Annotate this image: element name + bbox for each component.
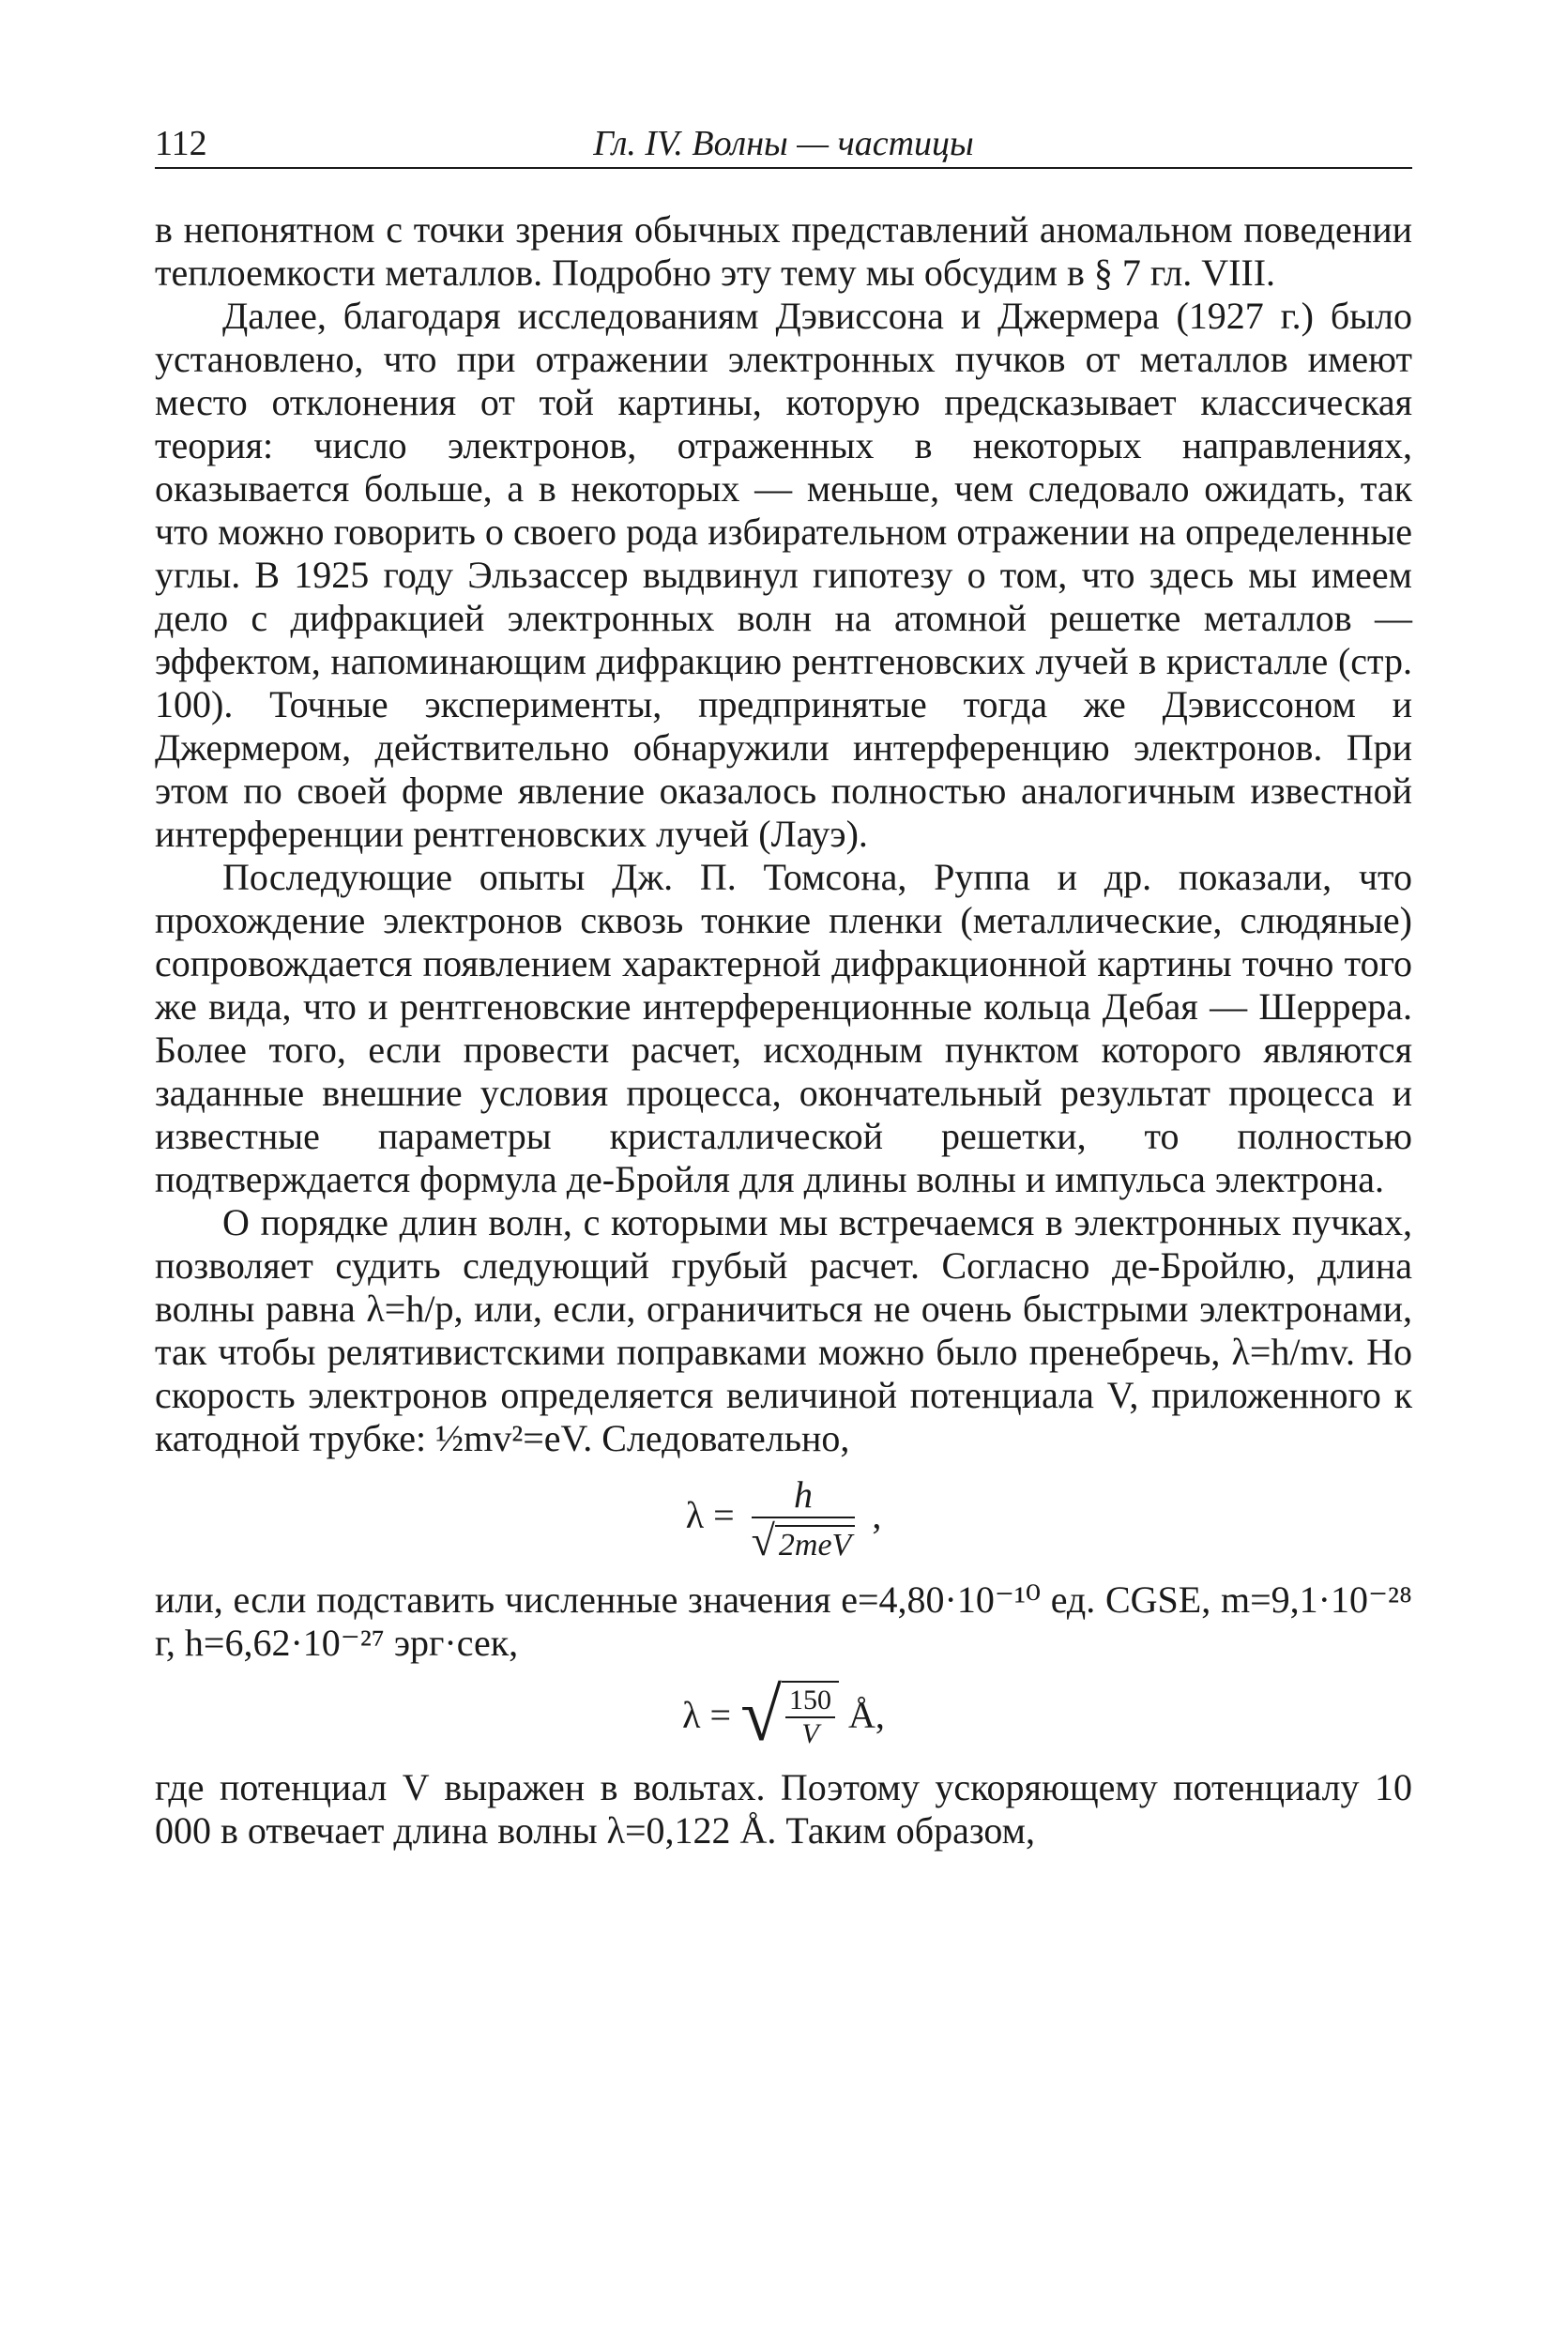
page-header (155, 120, 1412, 169)
formula1-numerator: h (752, 1473, 856, 1518)
formula2-unit: Å, (847, 1694, 885, 1736)
paragraph-4: О порядке длин волн, с которыми мы встречаемся в электронных пучках, позволяет судить следующий грубый расчет. Согласно де-Бройлю, длина волны равна λ=h/p, или, если, ограничиться не очень быстрыми электронами, так чтобы релятивистскими поправками можно было пренебречь, λ=h/mv. Но скорость электронов определяется величиной потенциала V, приложенного к катодной трубке: ½mv²=eV. Следовательно, (155, 1201, 1412, 1459)
page-number: 112 (155, 124, 207, 163)
running-title: Гл. IV. Волны — частицы (593, 124, 974, 163)
paragraph-6: где потенциал V выражен в вольтах. Поэтому ускоряющему потенциалу 10 000 в отвечает длина волны λ=0,122 Å. Таким образом, (155, 1766, 1412, 1852)
formula2-fraction (785, 1685, 835, 1750)
formula1-trail: , (872, 1494, 882, 1537)
formula1-lhs: λ = (685, 1494, 735, 1537)
paragraph-1: в непонятном с точки зрения обычных представлений аномальном поведении теплоемкости металлов. Подробно эту тему мы обсудим в § 7 гл. VIII. (155, 208, 1412, 294)
paragraph-2: Далее, благодаря исследованиям Дэвиссона и Джермера (1927 г.) было установлено, что при отражении электронных пучков от металлов имеют место отклонения от той картины, которую предсказывает классическая теория: число электронов, отраженных в некоторых направлениях, оказывается больше, а в некоторых — меньше, чем следовало ожидать, так что можно говорить о своего рода избирательном отражении на определенные углы. В 1925 году Эльзассер выдвинул гипотезу о том, что здесь мы имеем дело с дифракцией электронных волн на атомной решетке металлов — эффектом, напоминающим дифракцию рентгеновских лучей в кристалле (стр. 100). Точные эксперименты, предпринятые тогда же Дэвиссоном и Джермером, действительно обнаружили интерференцию электронов. При этом по своей форме явление оказалось полностью аналогичным известной интерференции рентгеновских лучей (Лауэ). (155, 295, 1412, 855)
paragraph-5: или, если подставить численные значения e=4,80·10⁻¹⁰ ед. CGSE, m=9,1·10⁻²⁸ г, h=6,62·10⁻²⁷ эрг·сек, (155, 1578, 1412, 1664)
formula1-fraction (752, 1473, 856, 1565)
formula-lambda-de-broglie (155, 1473, 1412, 1565)
formula2-denominator: V (801, 1718, 819, 1749)
formula2-lhs: λ = (682, 1694, 732, 1736)
formula1-denominator (752, 1518, 856, 1565)
body-text (155, 208, 1412, 1852)
formula2-numerator: 150 (785, 1685, 835, 1718)
formula1-radicand: 2meV (775, 1525, 855, 1564)
formula-lambda-volts (155, 1674, 1412, 1757)
sqrt-sign-large: √ (740, 1674, 782, 1757)
sqrt-sign: √ (751, 1517, 775, 1564)
paragraph-3: Последующие опыты Дж. П. Томсона, Руппа и др. показали, что прохождение электронов сквозь тонкие пленки (металлические, слюдяные) сопровождается появлением характерной дифракционной картины точно того же вида, что и рентгеновские интерференционные кольца Дебая — Шеррера. Более того, если провести расчет, исходным пунктом которого являются заданные внешние условия процесса, окончательный результат процесса и известные параметры кристаллической решетки, то полностью подтверждается формула де-Бройля для длины волны и импульса электрона. (155, 856, 1412, 1200)
formula2-radicand (782, 1681, 839, 1750)
